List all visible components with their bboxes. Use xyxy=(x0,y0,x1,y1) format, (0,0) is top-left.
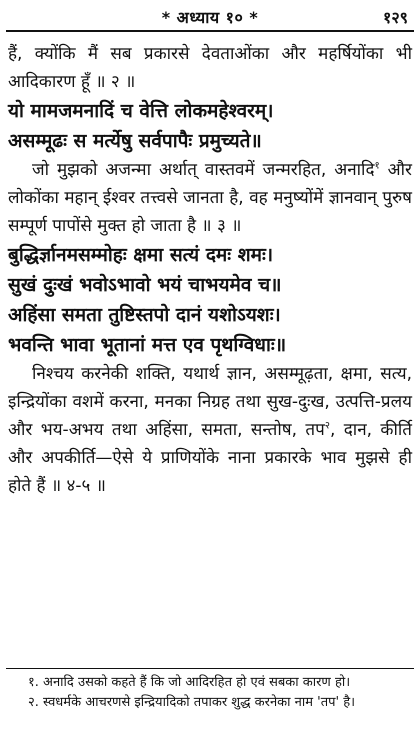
translation-text: और लोकोंका महान् ईश्वर तत्त्वसे जानता है, वह मनुष्योंमें ज्ञानवान् पुरुष सम्पूर्ण पापोंसे मुक्त हो जाता है ॥ ३ ॥ xyxy=(8,160,412,236)
verse-line: बुद्धिर्ज्ञानमसम्मोहः क्षमा सत्यं दमः शमः। xyxy=(8,244,274,266)
footnote: १. अनादि उसको कहते हैं कि जो आदिरहित हो एवं सबका कारण हो। xyxy=(28,675,351,690)
translation-text: जो मुझको अजन्मा अर्थात् वास्तवमें जन्मरहित, अनादि xyxy=(32,160,375,180)
footnotes xyxy=(8,674,412,714)
header-divider xyxy=(6,30,414,32)
translation-paragraph xyxy=(8,156,412,240)
footnote-divider xyxy=(6,668,414,669)
verse-line: अहिंसा समता तुष्टिस्तपो दानं यशोऽयशः। xyxy=(8,304,281,326)
translation-paragraph xyxy=(8,360,412,500)
footnote-marker: १ xyxy=(374,160,380,172)
verse-line: सुखं दुःखं भवोऽभावो भयं चाभयमेव च॥ xyxy=(8,274,282,296)
footnote: २. स्वधर्मके आचरणसे इन्द्रियादिको तपाकर शुद्ध करनेका नाम 'तप' है। xyxy=(28,695,356,710)
page-header xyxy=(0,0,420,34)
paragraph-continuation: हैं, क्योंकि मैं सब प्रकारसे देवताओंका और महर्षियोंका भी आदिकारण हूँ ॥ २ ॥ xyxy=(8,44,412,92)
page-number: १२९ xyxy=(383,8,408,27)
verse-line: असम्मूढः स मर्त्येषु सर्वपापैः प्रमुच्यते॥ xyxy=(8,130,262,152)
footnote-marker: २ xyxy=(324,420,330,432)
translation-text: निश्चय करनेकी शक्ति, यथार्थ ज्ञान, असम्मूढ़ता, क्षमा, सत्य, इन्द्रियोंका वशमें करना, मनका निग्रह तथा सुख-दुःख, उत्पत्ति-प्रलय और भय-अभय तथा अहिंसा, समता, सन्तोष, तप xyxy=(8,364,412,440)
page-body xyxy=(8,40,412,500)
translation-text: , दान, कीर्ति और अपकीर्ति—ऐसे ये प्राणियोंके नाना प्रकारके भाव मुझसे ही होते हैं ॥ ४-५ ॥ xyxy=(8,420,412,496)
verse-line: यो मामजमनादिं च वेत्ति लोकमहेश्वरम्। xyxy=(8,100,274,122)
verse-line: भवन्ति भावा भूतानां मत्त एव पृथग्विधाः॥ xyxy=(8,334,287,356)
chapter-title: * अध्याय १० * xyxy=(161,8,259,27)
